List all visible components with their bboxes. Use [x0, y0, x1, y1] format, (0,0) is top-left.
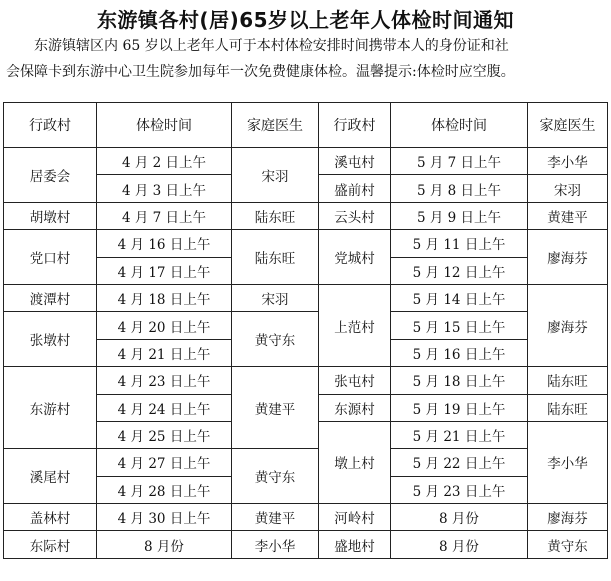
doctor-cell: 黄建平	[232, 367, 319, 449]
date-cell: 4 月 23 日上午	[97, 367, 232, 394]
date-cell: 4 月 30 日上午	[97, 504, 232, 531]
doctor-cell: 廖海芬	[528, 284, 608, 366]
village-cell: 居委会	[4, 148, 97, 203]
doctor-cell: 黄守东	[528, 531, 608, 558]
date-cell: 4 月 3 日上午	[97, 175, 232, 202]
village-cell: 张屯村	[319, 367, 391, 394]
village-cell: 河岭村	[319, 504, 391, 531]
table-row	[4, 504, 608, 531]
date-cell: 4 月 25 日上午	[97, 421, 232, 448]
date-cell: 4 月 18 日上午	[97, 284, 232, 311]
doctor-cell: 李小华	[232, 531, 319, 558]
date-cell: 5 月 23 日上午	[391, 476, 528, 503]
doctor-cell: 宋羽	[232, 148, 319, 203]
village-cell: 东游村	[4, 367, 97, 449]
date-cell: 5 月 11 日上午	[391, 230, 528, 257]
table-row	[4, 148, 608, 175]
date-cell: 4 月 16 日上午	[97, 230, 232, 257]
date-cell: 5 月 15 日上午	[391, 312, 528, 339]
header-time-right: 体检时间	[391, 103, 528, 148]
date-cell: 5 月 22 日上午	[391, 449, 528, 476]
header-village-right: 行政村	[319, 103, 391, 148]
schedule-table	[3, 102, 608, 559]
date-cell: 5 月 16 日上午	[391, 339, 528, 366]
village-cell: 溪尾村	[4, 449, 97, 504]
village-cell: 东际村	[4, 531, 97, 558]
doctor-cell: 廖海芬	[528, 504, 608, 531]
village-cell: 盛前村	[319, 175, 391, 202]
date-cell: 4 月 2 日上午	[97, 148, 232, 175]
village-cell: 盛地村	[319, 531, 391, 558]
table-row	[4, 531, 608, 558]
date-cell: 4 月 28 日上午	[97, 476, 232, 503]
village-cell: 溪屯村	[319, 148, 391, 175]
date-cell: 8 月份	[391, 504, 528, 531]
village-cell: 渡潭村	[4, 284, 97, 311]
doctor-cell: 陆东旺	[528, 367, 608, 394]
table-row	[4, 284, 608, 311]
notice-title: 东游镇各村(居)65岁以上老年人体检时间通知	[96, 8, 515, 32]
intro-line-2: 会保障卡到东游中心卫生院参加每年一次免费健康体检。温馨提示:体检时应空腹。	[6, 64, 515, 80]
doctor-cell: 廖海芬	[528, 230, 608, 285]
village-cell: 上范村	[319, 284, 391, 366]
doctor-cell: 陆东旺	[232, 202, 319, 229]
date-cell: 8 月份	[391, 531, 528, 558]
doctor-cell: 李小华	[528, 421, 608, 503]
table-row	[4, 230, 608, 257]
village-cell: 张墩村	[4, 312, 97, 367]
header-village-left: 行政村	[4, 103, 97, 148]
doctor-cell: 黄建平	[528, 202, 608, 229]
date-cell: 8 月份	[97, 531, 232, 558]
date-cell: 5 月 19 日上午	[391, 394, 528, 421]
table-row	[4, 367, 608, 394]
doctor-cell: 黄守东	[232, 449, 319, 504]
village-cell: 胡墩村	[4, 202, 97, 229]
table-row	[4, 312, 608, 339]
header-doctor-right: 家庭医生	[528, 103, 608, 148]
header-time-left: 体检时间	[97, 103, 232, 148]
doctor-cell: 陆东旺	[528, 394, 608, 421]
date-cell: 5 月 14 日上午	[391, 284, 528, 311]
village-cell: 盖林村	[4, 504, 97, 531]
intro-line-1: 东游镇辖区内 65 岁以上老年人可于本村体检安排时间携带本人的身份证和社	[34, 38, 509, 54]
date-cell: 5 月 7 日上午	[391, 148, 528, 175]
doctor-cell: 黄建平	[232, 504, 319, 531]
date-cell: 5 月 12 日上午	[391, 257, 528, 284]
date-cell: 4 月 20 日上午	[97, 312, 232, 339]
doctor-cell: 李小华	[528, 148, 608, 175]
doctor-cell: 陆东旺	[232, 230, 319, 285]
village-cell: 墩上村	[319, 421, 391, 503]
date-cell: 4 月 17 日上午	[97, 257, 232, 284]
date-cell: 4 月 21 日上午	[97, 339, 232, 366]
date-cell: 4 月 7 日上午	[97, 202, 232, 229]
date-cell: 4 月 27 日上午	[97, 449, 232, 476]
doctor-cell: 宋羽	[232, 284, 319, 311]
village-cell: 云头村	[319, 202, 391, 229]
doctor-cell: 黄守东	[232, 312, 319, 367]
date-cell: 4 月 24 日上午	[97, 394, 232, 421]
table-row	[4, 449, 608, 476]
table-row	[4, 202, 608, 229]
date-cell: 5 月 9 日上午	[391, 202, 528, 229]
village-cell: 党口村	[4, 230, 97, 285]
date-cell: 5 月 8 日上午	[391, 175, 528, 202]
table-header-row	[4, 103, 608, 148]
village-cell: 党城村	[319, 230, 391, 285]
header-doctor-left: 家庭医生	[232, 103, 319, 148]
doctor-cell: 宋羽	[528, 175, 608, 202]
village-cell: 东源村	[319, 394, 391, 421]
date-cell: 5 月 18 日上午	[391, 367, 528, 394]
date-cell: 5 月 21 日上午	[391, 421, 528, 448]
